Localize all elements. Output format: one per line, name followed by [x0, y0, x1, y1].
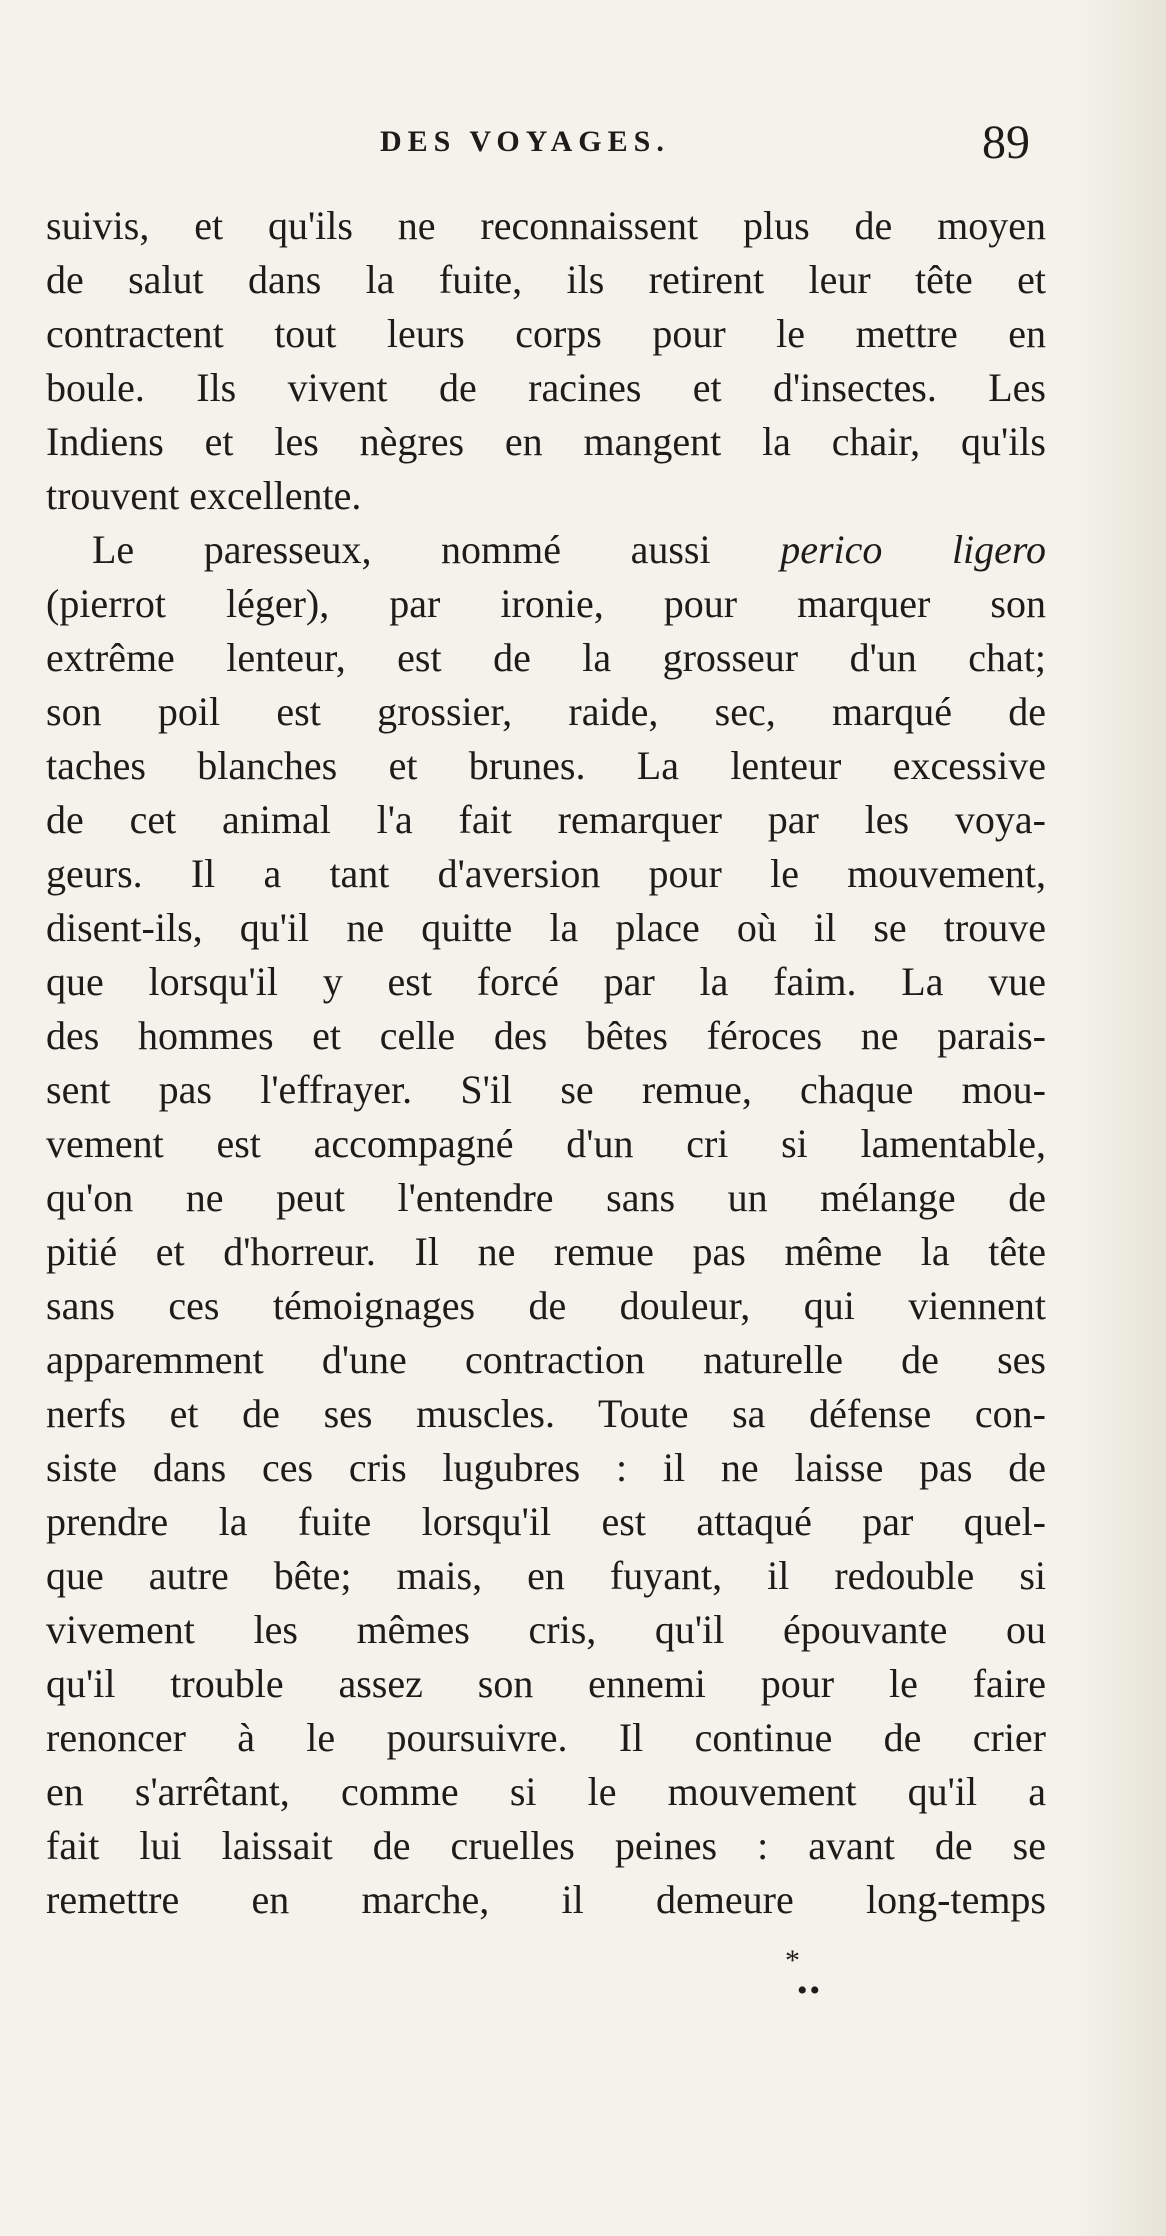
- page-edge-shadow: [1076, 0, 1166, 2236]
- text-line: des hommes et celle des bêtes féroces ne parais-: [46, 1013, 1046, 1058]
- text-line: de salut dans la fuite, ils retirent leur tête et: [46, 257, 1046, 302]
- text-line: suivis, et qu'ils ne reconnaissent plus de moyen: [46, 203, 1046, 248]
- text-line: prendre la fuite lorsqu'il est attaqué par quel-: [46, 1499, 1046, 1544]
- text-line: qu'il trouble assez son ennemi pour le faire: [46, 1661, 1046, 1706]
- text-line: extrême lenteur, est de la grosseur d'un chat;: [46, 635, 1046, 680]
- text-line: renoncer à le poursuivre. Il continue de crier: [46, 1715, 1046, 1760]
- signature-mark: [785, 1946, 822, 2006]
- text-line: disent-ils, qu'il ne quitte la place où il se trouve: [46, 905, 1046, 950]
- text-line: pitié et d'horreur. Il ne remue pas même la tête: [46, 1229, 1046, 1274]
- text-line: siste dans ces cris lugubres : il ne laisse pas de: [46, 1445, 1046, 1490]
- italic-phrase: perico ligero: [780, 527, 1047, 572]
- page-number: 89: [982, 116, 1030, 169]
- text-line: contractent tout leurs corps pour le mettre en: [46, 311, 1046, 356]
- text-line: qu'on ne peut l'entendre sans un mélange de: [46, 1175, 1046, 1220]
- text-line: de cet animal l'a fait remarquer par les voya-: [46, 797, 1046, 842]
- text-line: geurs. Il a tant d'aversion pour le mouvement,: [46, 851, 1046, 896]
- signature-dots: ••: [797, 1974, 823, 2007]
- text-line: en s'arrêtant, comme si le mouvement qu'il a: [46, 1769, 1046, 1814]
- text-line: nerfs et de ses muscles. Toute sa défense con-: [46, 1391, 1046, 1436]
- text-line: que autre bête; mais, en fuyant, il redouble si: [46, 1553, 1046, 1598]
- text-line: sans ces témoignages de douleur, qui viennent: [46, 1283, 1046, 1328]
- paragraph-first-line: [92, 524, 1046, 576]
- text-line: trouvent excellente.: [46, 473, 362, 518]
- text-line: taches blanches et brunes. La lenteur excessive: [46, 743, 1046, 788]
- text-line: que lorsqu'il y est forcé par la faim. La vue: [46, 959, 1046, 1004]
- running-head: DES VOYAGES.: [380, 125, 670, 158]
- text-line: vivement les mêmes cris, qu'il épouvante ou: [46, 1607, 1046, 1652]
- signature-star: *: [785, 1944, 802, 1977]
- text-line: vement est accompagné d'un cri si lamentable,: [46, 1121, 1046, 1166]
- text-line: (pierrot léger), par ironie, pour marquer son: [46, 581, 1046, 626]
- text-line: remettre en marche, il demeure long-temps: [46, 1877, 1046, 1922]
- text-line: sent pas l'effrayer. S'il se remue, chaque mou-: [46, 1067, 1046, 1112]
- text-line: apparemment d'une contraction naturelle de ses: [46, 1337, 1046, 1382]
- text-line: fait lui laissait de cruelles peines : avant de se: [46, 1823, 1046, 1868]
- text-line: Indiens et les nègres en mangent la chair, qu'ils: [46, 419, 1046, 464]
- text-line: boule. Ils vivent de racines et d'insectes. Les: [46, 365, 1046, 410]
- text-line: son poil est grossier, raide, sec, marqué de: [46, 689, 1046, 734]
- text-segment: Le paresseux, nommé aussi: [92, 527, 711, 572]
